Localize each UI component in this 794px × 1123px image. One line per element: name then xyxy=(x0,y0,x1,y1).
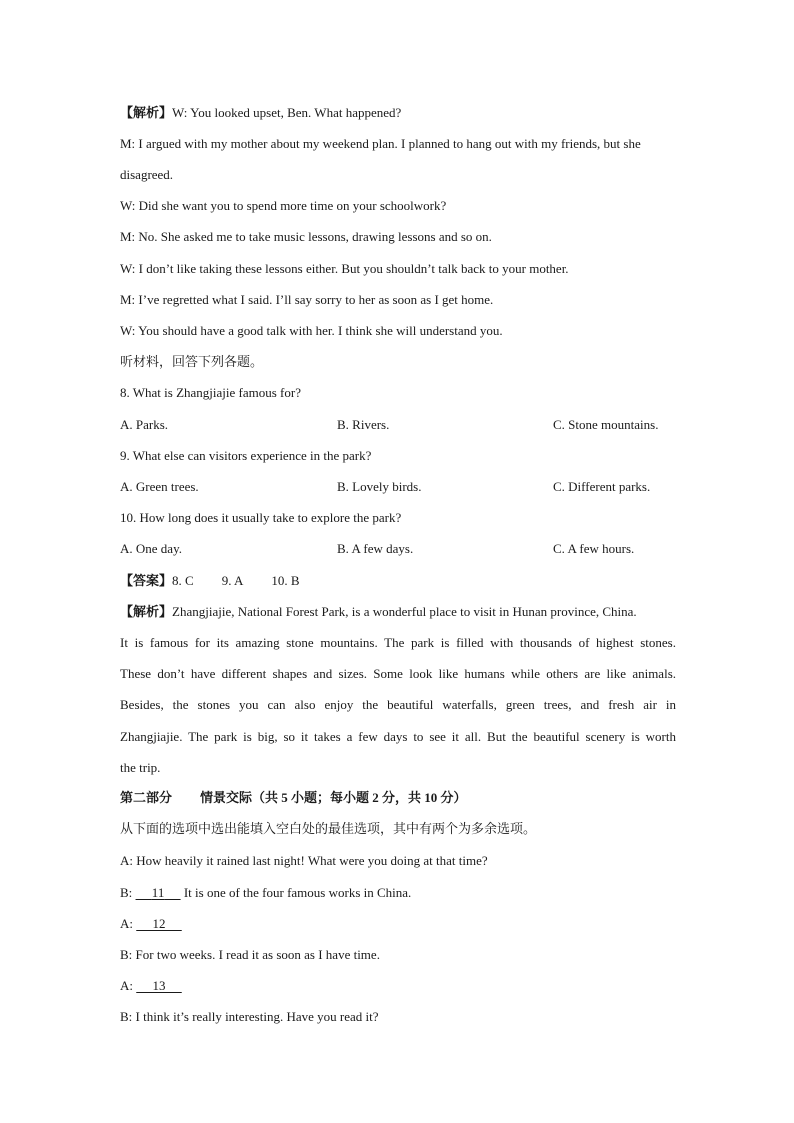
answer-item: 9. A xyxy=(221,573,244,588)
analysis-1-line-8: W: You should have a good talk with her. I think she will understand you. xyxy=(120,323,503,338)
question-9-options xyxy=(120,479,676,495)
speaker: B: xyxy=(120,885,136,900)
analysis-1-line-4: W: Did she want you to spend more time on your schoolwork? xyxy=(120,198,447,213)
part-2-instruction: 从下面的选项中选出能填入空白处的最佳选项，其中有两个为多余选项。 xyxy=(120,821,537,836)
analysis-2-line-3: These don’t have different shapes and sizes. Some look like humans while others are like animals. xyxy=(120,666,676,681)
analysis-1-line-7: M: I’ve regretted what I said. I’ll say sorry to her as soon as I get home. xyxy=(120,292,494,307)
blank-number: 13 xyxy=(152,978,166,993)
blank-number: 12 xyxy=(152,916,166,931)
analysis-label: 【解析】 xyxy=(120,604,173,619)
question-8-stem: 8. What is Zhangjiajie famous for? xyxy=(120,385,301,400)
analysis-1-line-5: M: No. She asked me to take music lessons, drawing lessons and so on. xyxy=(120,229,492,244)
analysis-2-line-2: It is famous for its amazing stone mountains. The park is filled with thousands of highest stones. xyxy=(120,635,676,650)
part-2-subtitle: 情景交际（共 5 小题；每小题 2 分，共 10 分） xyxy=(200,790,467,805)
dialogue-line xyxy=(120,885,676,901)
dialogue-line: B: I think it’s really interesting. Have you read it? xyxy=(120,1009,379,1024)
part-2-title: 第二部分 xyxy=(120,790,173,805)
analysis-2-line-6: the trip. xyxy=(120,760,161,775)
option-a: A. Green trees. xyxy=(120,479,199,494)
analysis-2-line-4: Besides, the stones you can also enjoy the beautiful waterfalls, green trees, and fresh air in xyxy=(120,697,676,712)
analysis-text: Zhangjiajie, National Forest Park, is a wonderful place to visit in Hunan province, China. xyxy=(172,604,637,619)
part-2-heading xyxy=(120,790,676,806)
analysis-2-line-1 xyxy=(120,604,676,620)
option-b: B. Lovely birds. xyxy=(337,479,422,494)
analysis-label: 【解析】 xyxy=(120,105,173,120)
blank-number: 11 xyxy=(151,885,165,900)
option-c: C. Stone mountains. xyxy=(553,417,659,432)
answer-item: 8. C xyxy=(172,573,194,588)
option-c: C. Different parks. xyxy=(553,479,651,494)
blank-13[interactable] xyxy=(136,978,182,994)
analysis-1-line-3: disagreed. xyxy=(120,167,174,182)
option-a: A. Parks. xyxy=(120,417,169,432)
speaker: A: xyxy=(120,916,137,931)
answer-line xyxy=(120,573,676,589)
dialogue-line: B: For two weeks. I read it as soon as I have time. xyxy=(120,947,380,962)
question-8-options xyxy=(120,417,676,433)
question-10-stem: 10. How long does it usually take to explore the park? xyxy=(120,510,402,525)
option-c: C. A few hours. xyxy=(553,541,635,556)
analysis-1-line-6: W: I don’t like taking these lessons either. But you shouldn’t talk back to your mother. xyxy=(120,261,569,276)
dialogue-line xyxy=(120,916,676,932)
dialogue-line xyxy=(120,978,676,994)
blank-12[interactable] xyxy=(136,916,182,932)
answer-item: 10. B xyxy=(271,573,300,588)
option-b: B. Rivers. xyxy=(337,417,390,432)
dialogue-line: W: You looked upset, Ben. What happened? xyxy=(172,105,402,120)
analysis-1-line-1 xyxy=(120,105,676,121)
option-a: A. One day. xyxy=(120,541,182,556)
option-b: B. A few days. xyxy=(337,541,414,556)
analysis-1-line-2: M: I argued with my mother about my weekend plan. I planned to hang out with my friends, but she xyxy=(120,136,641,151)
blank-11[interactable] xyxy=(136,885,181,901)
listening-instruction: 听材料，回答下列各题。 xyxy=(120,354,264,369)
answer-label: 【答案】 xyxy=(120,573,173,588)
analysis-2-line-5: Zhangjiajie. The park is big, so it takes a few days to see it all. But the beautiful scenery is worth xyxy=(120,729,676,744)
question-9-stem: 9. What else can visitors experience in the park? xyxy=(120,448,372,463)
question-10-options xyxy=(120,541,676,557)
dialogue-text: It is one of the four famous works in China. xyxy=(180,885,412,900)
dialogue-line: A: How heavily it rained last night! What were you doing at that time? xyxy=(120,853,488,868)
speaker: A: xyxy=(120,978,137,993)
